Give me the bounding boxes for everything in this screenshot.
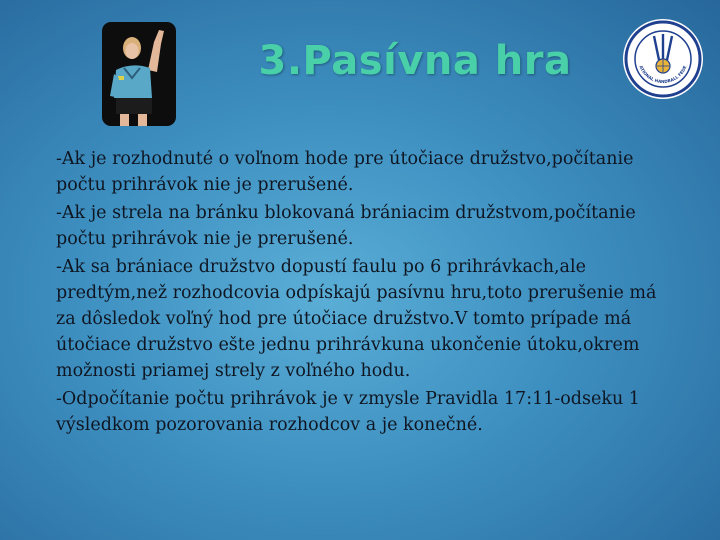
ihf-logo <box>622 18 704 100</box>
paragraph-2: -Ak je strela na bránku blokovaná brániacim družstvom,počítanie počtu prihrávok nie je prerušené. <box>56 203 636 249</box>
logo-text: ATIONAL HANDBALL FEDE <box>638 64 688 85</box>
referee-photo <box>102 22 176 126</box>
slide-body <box>56 146 666 440</box>
paragraph-1: -Ak je rozhodnuté o voľnom hode pre útočiace družstvo,počítanie počtu prihrávok nie je prerušené. <box>56 149 634 195</box>
paragraph-4: -Odpočítanie počtu prihrávok je v zmysle Pravidla 17:11-odseku 1 výsledkom pozorovania rozhodcov a je konečné. <box>56 389 640 435</box>
paragraph-3: -Ak sa brániace družstvo dopustí faulu po 6 prihrávkach,ale predtým,než rozhodcovia odpískajú pasívnu hru,toto prerušenie má za dôsledok voľný hod pre útočiace družstvo.V tomto prípade má útočiace družstvo ešte jednu prihrávkuna ukončenie útoku,okrem možnosti priamej strely z voľného hodu. <box>56 257 657 381</box>
slide-title: 3.Pasívna hra <box>258 38 572 84</box>
